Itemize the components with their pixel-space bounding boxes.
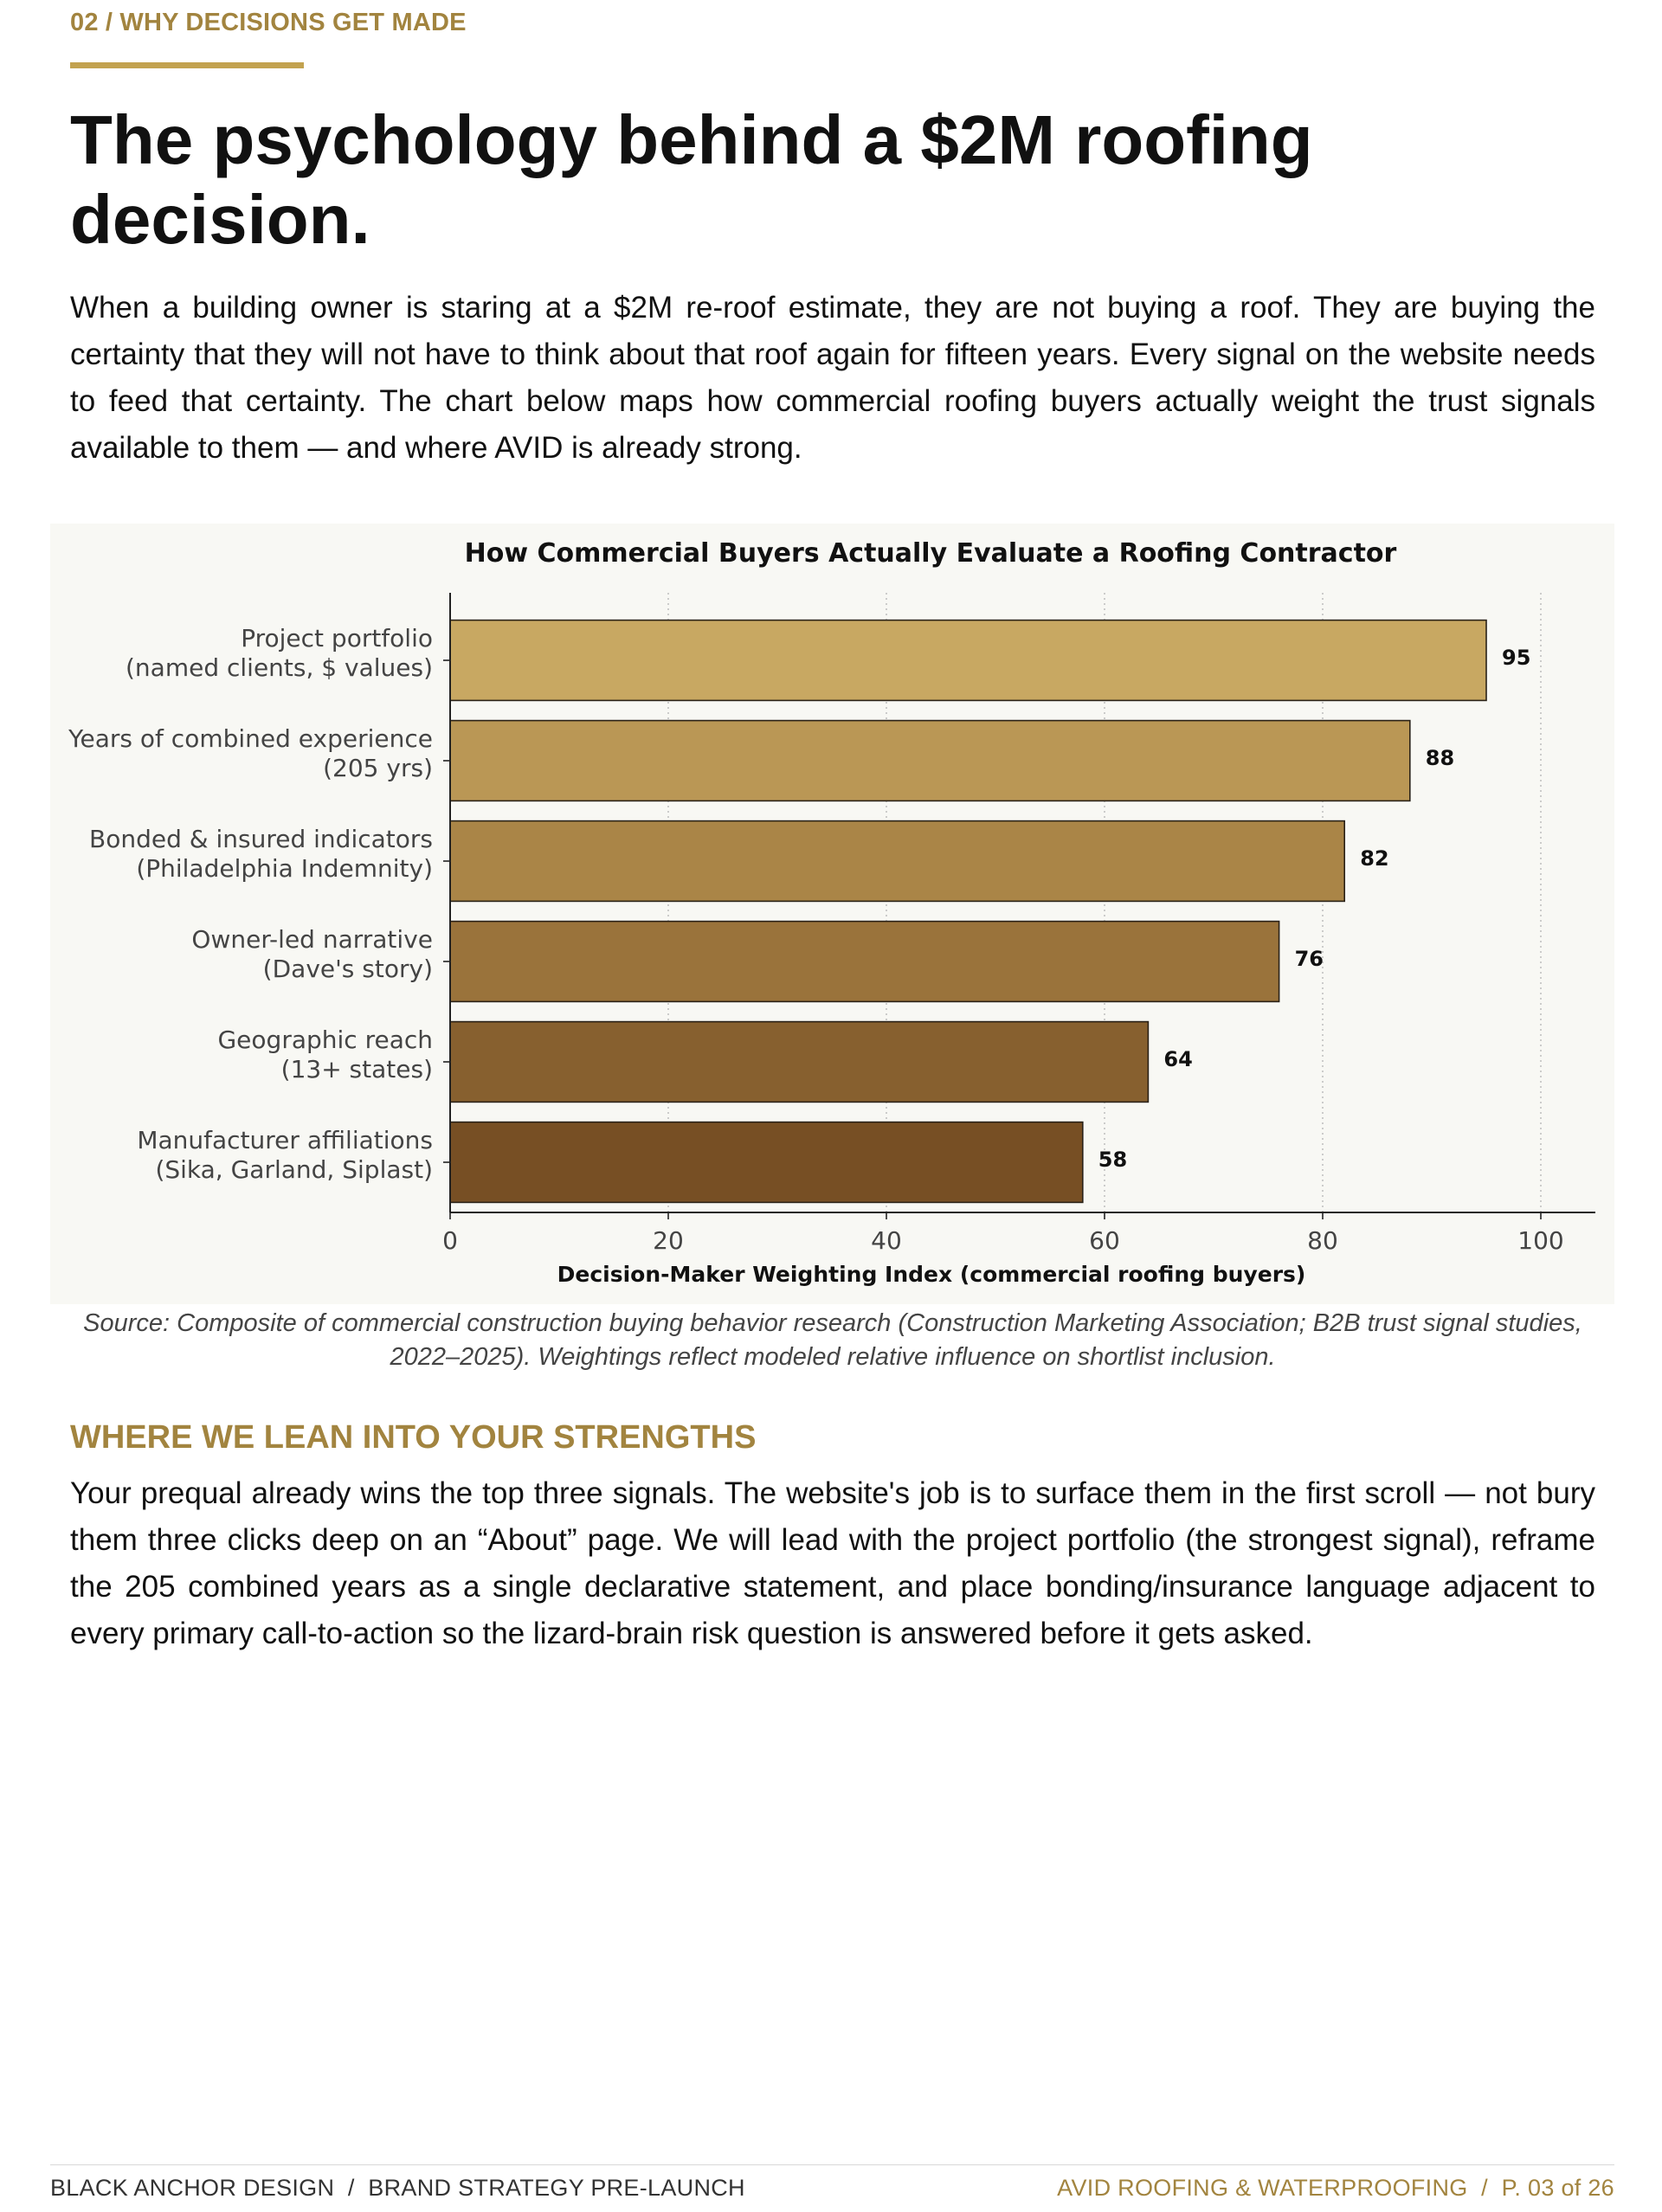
chart-source-note: Source: Composite of commercial construction buying behavior research (Construction Marketing Association; B2B trust signal studies, 2022–2025). Weightings reflect modeled relative influence on shortlist inclusion. [83,1309,1582,1371]
footer-page-info: AVID ROOFING & WATERPROOFING / P. 03 of 26 [1057,2175,1614,2201]
chart-bar [450,621,1486,701]
strengths-heading: WHERE WE LEAN INTO YOUR STRENGTHS [70,1419,757,1456]
page-title: The psychology behind a $2M roofing decision. [70,101,1313,258]
y-tick-label: Owner-led narrative (Dave's story) [191,925,433,983]
bar-value-label: 76 [1294,947,1324,971]
x-tick-label: 80 [1307,1226,1338,1255]
y-tick-label: Project portfolio (named clients, $ values) [125,624,433,682]
footer-left-text: BLACK ANCHOR DESIGN / BRAND STRATEGY PRE-LAUNCH [50,2175,745,2201]
y-tick-label: Geographic reach (13+ states) [217,1026,433,1083]
chart-bar [450,721,1410,801]
footer-divider [50,2164,1614,2165]
y-tick-label: Years of combined experience (205 yrs) [68,724,433,782]
strengths-paragraph: Your prequal already wins the top three signals. The website's job is to surface them in the first scroll — not bury them three clicks deep on an “About” page. We will lead with the project portfolio (the strongest signal), reframe the 205 combined years as a single declarative statement, and place bonding/insurance language adjacent to every primary call-to-action so the lizard-brain risk question is answered before it gets asked. [70,1476,1595,1650]
chart-bar [450,821,1344,902]
y-tick-label: Bonded & insured indicators (Philadelphia Indemnity) [89,825,433,883]
intro-paragraph: When a building owner is staring at a $2M re-roof estimate, they are not buying a roof. They are buying the certainty that they will not have to think about that roof again for fifteen years. Every signal on the website needs to feed that certainty. The chart below maps how commercial roofing buyers actually weight the trust signals available to them — and where AVID is already strong. [70,291,1595,465]
x-tick-label: 0 [442,1226,458,1255]
chart-bar [450,1122,1083,1203]
x-tick-label: 60 [1089,1226,1120,1255]
bar-value-label: 95 [1502,646,1531,670]
section-accent-rule [70,62,304,68]
chart-x-axis-label: Decision-Maker Weighting Index (commercial roofing buyers) [557,1262,1306,1287]
bar-value-label: 64 [1163,1047,1193,1071]
bar-value-label: 82 [1360,846,1389,871]
bar-chart [50,524,1614,1304]
chart-bar [450,922,1279,1002]
bar-value-label: 88 [1425,746,1455,770]
section-label: 02 / WHY DECISIONS GET MADE [70,9,467,36]
chart-bars [450,621,1530,1203]
x-tick-label: 40 [871,1226,902,1255]
bar-value-label: 58 [1098,1148,1128,1172]
chart-bar [450,1022,1148,1103]
chart-panel [50,524,1614,1304]
x-tick-label: 20 [653,1226,684,1255]
y-tick-label: Manufacturer affiliations (Sika, Garland, Siplast) [137,1126,433,1184]
chart-title: How Commercial Buyers Actually Evaluate a Roofing Contractor [464,538,1397,569]
x-tick-label: 100 [1517,1226,1564,1255]
